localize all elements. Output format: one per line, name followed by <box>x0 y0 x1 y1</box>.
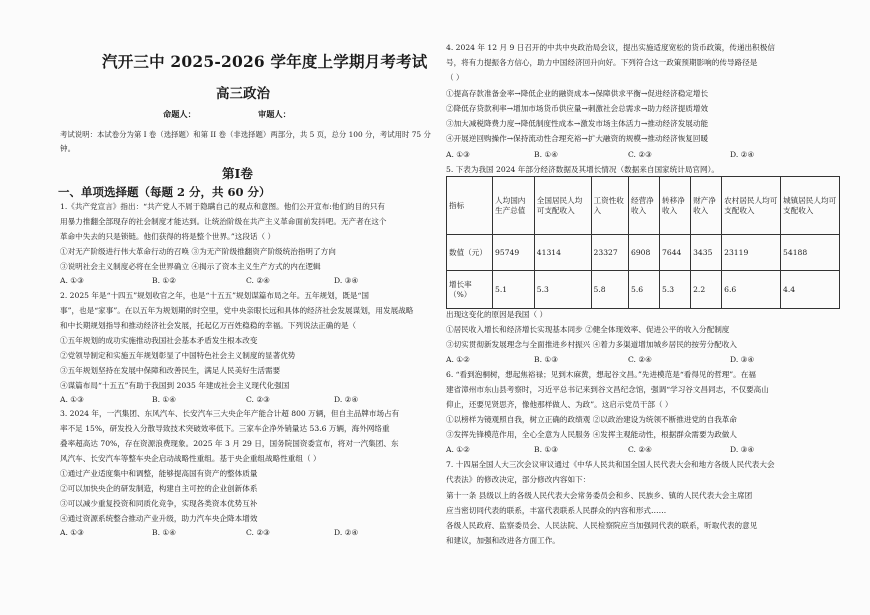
q4-line: 4. 2024 年 12 月 9 日召开的中共中央政治局会议，提出实施适度宽松的货币政策，传递出积极信 <box>446 43 775 52</box>
q5-option-b[interactable]: B. ①③ <box>534 355 559 364</box>
table-header-cell: 农村居民人均可支配收入 <box>722 177 781 235</box>
q4-line: ④开展逆回购操作→保持流动性合理充裕→扩大融资的规模→推动经济恢复回暖 <box>446 134 709 143</box>
q3-line: 率不足 15%，研发投入分散导致技术突破效率低下。三家车企净外销量达 53.6 万辆，海外网络重 <box>60 424 390 433</box>
q1-option-a[interactable]: A. ①③ <box>60 276 84 285</box>
exam-title: 汽开三中 2025-2026 学年度上学期月考考试 <box>102 52 428 71</box>
table-row <box>447 235 840 271</box>
q6-line: 建省漳州市东山县考察时，习近平总书记来到谷文昌纪念馆，强调“学习谷文昌同志，不仅要高山 <box>446 385 769 394</box>
q2-option-c[interactable]: C. ②③ <box>246 395 270 404</box>
table-row-label: 数值（元） <box>447 235 493 271</box>
exam-subject: 高三政治 <box>216 86 270 102</box>
q2-line: ②党领导制定和实施五年规划彰显了中国特色社会主义制度的显著优势 <box>60 351 296 360</box>
q7-line: 各级人民政府、监察委员会、人民法院、人民检察院应当加强同代表的联系，听取代表的意见 <box>446 521 758 530</box>
economic-data-table <box>446 176 840 309</box>
q1-option-c[interactable]: C. ②④ <box>246 276 270 285</box>
q2-line: ④谋篇布局“十五五”有助于我国到 2035 年建成社会主义现代化强国 <box>60 381 290 390</box>
q3-line: 叠率超高达 70%，存在资源浪费现象。2025 年 3 月 29 日，国务院国资委宣布，将对一汽集团、东 <box>60 439 399 448</box>
table-header-cell: 财产净收入 <box>691 177 722 235</box>
table-cell: 7644 <box>660 235 691 271</box>
table-header-cell: 经营净收入 <box>629 177 660 235</box>
table-cell: 5.6 <box>629 271 660 309</box>
q6-line: ①以榜样为镜观照自我，树立正确的政绩观 ②以政治建设为统领不断推进党的自我革命 <box>446 415 737 424</box>
q3-line: ①通过产业适度集中和调整，能够提高国有资产的整体质量 <box>60 469 258 478</box>
q2-option-b[interactable]: B. ①④ <box>152 395 177 404</box>
q2-option-a[interactable]: A. ①③ <box>60 395 84 404</box>
q3-option-a[interactable]: A. ①③ <box>60 528 84 537</box>
q5-option-c[interactable]: C. ②④ <box>628 355 652 364</box>
q3-option-d[interactable]: D. ②④ <box>334 528 359 537</box>
table-header-row <box>447 177 840 235</box>
table-header-cell: 人均国内生产总值 <box>493 177 535 235</box>
q7-line: 和建议，加强和改进各方面工作。 <box>446 536 560 545</box>
table-header-cell: 指标 <box>447 177 493 235</box>
table-cell: 3435 <box>691 235 722 271</box>
q2-line: 事”，也是“家事”。在以五年为规划期的时空里，党中央亲眼长远和具体的经济社会发展谋划，用发展战略 <box>60 306 414 315</box>
table-header-cell: 全国居民人均可支配收入 <box>534 177 591 235</box>
table-cell: 23119 <box>722 235 781 271</box>
table-cell: 2.2 <box>691 271 722 309</box>
q3-line: 风汽车、长安汽车等整车央企启动战略性重组。基于央企重组战略性重组（ ） <box>60 454 321 463</box>
q5-intro: 5. 下表为我国 2024 年部分经济数据及其增长情况（数据来自国家统计局官网）。 <box>446 165 720 174</box>
q7-line: 代表法》的修改决定，部分修改内容如下： <box>446 475 591 484</box>
instructions-line-1: 考试说明：本试卷分为第 I 卷（选择题）和第 II 卷（非选择题）两部分，共 5 页，总分 100 分，考试用时 75 分 <box>60 130 431 139</box>
table-cell: 5.3 <box>660 271 691 309</box>
table-header-cell: 工资性收入 <box>591 177 628 235</box>
q2-line: ③五年规划坚持在发展中保障和改善民生，满足人民美好生活需要 <box>60 366 281 375</box>
q1-line: 用暴力推翻全部现存的社会制度才能达到。让统治阶级在共产主义革命面前发抖吧。无产者在这个 <box>60 217 387 226</box>
table-cell: 5.1 <box>493 271 535 309</box>
q3-option-c[interactable]: C. ②③ <box>246 528 270 537</box>
q5-option-d[interactable]: D. ③④ <box>730 355 755 364</box>
q4-option-b[interactable]: B. ①④ <box>534 150 559 159</box>
q6-option-d[interactable]: D. ③④ <box>730 445 755 454</box>
q4-option-c[interactable]: C. ②③ <box>628 150 652 159</box>
q4-option-a[interactable]: A. ①③ <box>446 150 470 159</box>
q2-line: 2. 2025 年是“十四五”规划收官之年，也是“十五五”规划谋篇布局之年。五年规划，既是“国 <box>60 291 369 300</box>
q4-line: （ ） <box>446 73 464 82</box>
q3-line: ③可以减少重复投资和同质化竞争，实现各类资本优势互补 <box>60 499 258 508</box>
table-cell: 4.4 <box>781 271 840 309</box>
q2-option-d[interactable]: D. ②④ <box>334 395 359 404</box>
q3-option-b[interactable]: B. ①④ <box>152 528 177 537</box>
q4-line: ③加大减税降费力度→降低制度性成本→激发市场主体活力→推动经济发展动能 <box>446 119 709 128</box>
q6-option-c[interactable]: C. ②④ <box>628 445 652 454</box>
table-cell: 6908 <box>629 235 660 271</box>
q5-line: ①居民收入增长和经济增长实现基本同步 ②健全体现效率、促进公平的收入分配制度 <box>446 325 730 334</box>
q2-line: 和中长期规划指导和推动经济社会发展，托起亿万百姓稳稳的幸福。下列说法正确的是（ <box>60 321 357 330</box>
q6-option-b[interactable]: B. ①③ <box>534 445 559 454</box>
q3-line: ②可以加快央企的研发制造，构建自主可控的企业创新体系 <box>60 484 258 493</box>
q3-line: 3. 2024 年，一汽集团、东风汽车、长安汽车三大央企年产能合计超 800 万辆，但自主品牌市场占有 <box>60 409 400 418</box>
author-label: 命题人： <box>163 109 196 119</box>
q1-line: 革命中失去的只是锁链。他们获得的将是整个世界。”这段话（ ） <box>60 232 276 241</box>
table-header-cell: 城镇居民人均可支配收入 <box>781 177 840 235</box>
q5-option-a[interactable]: A. ①② <box>446 355 470 364</box>
section-heading: 一、单项选择题（每题 2 分，共 60 分） <box>58 185 271 199</box>
q3-line: ④通过资源系统整合推动产业升级，助力汽车央企降本增效 <box>60 514 258 523</box>
table-cell: 41314 <box>534 235 591 271</box>
table-cell: 23327 <box>591 235 628 271</box>
table-cell: 5.8 <box>591 271 628 309</box>
q1-line: ③说明社会主义制度必将在全世界确立 ④揭示了资本主义生产方式的内在逻辑 <box>60 262 321 271</box>
table-cell: 54188 <box>781 235 840 271</box>
q4-line: ①提高存款准备金率→降低企业的融资成本→保障供求平衡→促进经济稳定增长 <box>446 89 709 98</box>
q4-line: 号，将有力提振各方信心，助力中国经济回升向好。下列符合这一政策预期影响的传导路径是 <box>446 58 758 67</box>
q4-line: ②降低存贷款利率→增加市场货币供应量→刺激社会总需求→助力经济提质增效 <box>446 104 709 113</box>
q7-line: 7. 十四届全国人大三次会议审议通过《中华人民共和国全国人民代表大会和地方各级人民代表大会 <box>446 460 775 469</box>
q7-line: 应当密切同代表的联系，丰富代表联系人民群众的内容和形式…… <box>446 506 667 515</box>
q1-option-b[interactable]: B. ①② <box>152 276 177 285</box>
q6-option-a[interactable]: A. ①② <box>446 445 470 454</box>
table-row <box>447 271 840 309</box>
table-header-cell: 转移净收入 <box>660 177 691 235</box>
q2-line: ①五年规划的成功实施推动我国社会基本矛盾发生根本改变 <box>60 336 258 345</box>
q6-line: 仰止，还要见贤思齐，像他那样做人、为政”。这启示党员干部（ ） <box>446 400 673 409</box>
q5-line: ③切实贯彻新发展理念与全面推进乡村振兴 ④着力多渠道增加城乡居民的按劳分配收入 <box>446 340 737 349</box>
table-cell: 6.6 <box>722 271 781 309</box>
table-cell: 5.3 <box>534 271 591 309</box>
instructions-line-2: 钟。 <box>60 144 76 153</box>
reviewer-label: 审题人： <box>258 109 291 119</box>
q6-line: 6. “看到泡桐树，想起焦裕禄；见到木麻黄，想起谷文昌。”先进模范是“看得见的哲理”。在福 <box>446 370 756 379</box>
q1-line: 1.《共产党宣言》指出：“共产党人不屑于隐瞒自己的观点和意图。他们公开宣布:他们的目的只有 <box>60 202 386 211</box>
table-cell: 95749 <box>493 235 535 271</box>
q6-line: ③发挥先锋模范作用，全心全意为人民服务 ④发挥主观能动性，根据群众需要为政做人 <box>446 430 737 439</box>
q1-line: ①对无产阶级进行伟大革命行动的召唤 ③为无产阶级推翻资产阶级统治指明了方向 <box>60 247 336 256</box>
table-row-label: 增长率（%） <box>447 271 493 309</box>
q4-option-d[interactable]: D. ②④ <box>730 150 755 159</box>
part-title: 第Ⅰ卷 <box>222 166 253 181</box>
q5-line: 出现这变化的原因是我国（ ） <box>446 310 548 319</box>
q1-option-d[interactable]: D. ③④ <box>334 276 359 285</box>
q7-line: 第十一条 县级以上的各级人民代表大会常务委员会和乡、民族乡、镇的人民代表大会主席团 <box>446 491 753 500</box>
